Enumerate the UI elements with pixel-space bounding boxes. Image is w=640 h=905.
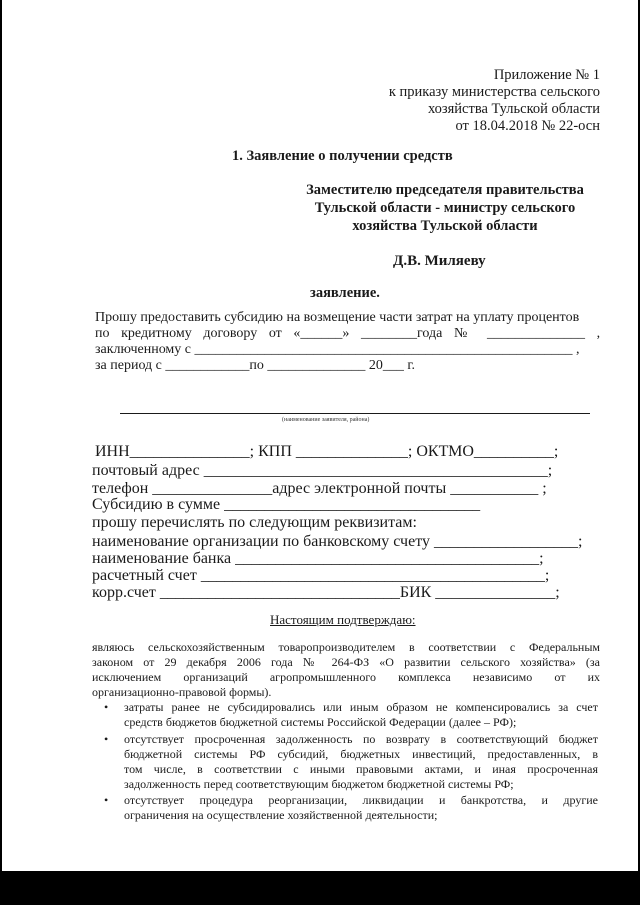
applicant-caption: (наименование заявителя, района) bbox=[282, 417, 370, 423]
paragraph-line: организационно-правовой формы). bbox=[92, 685, 272, 699]
addressee-line-2: Тульской области - министру сельского bbox=[314, 200, 576, 216]
request-line-1: Прошу предоставить субсидию на возмещение части затрат на уплату процентов bbox=[95, 310, 580, 325]
subsidy-amount-field: Субсидию в сумме ________________________________ bbox=[92, 496, 481, 513]
bullet-line: бюджетной системы РФ субсидий, бюджетных инвестиций, предоставленных, в bbox=[124, 747, 598, 761]
bullet-line: отсутствует просроченная задолженность по возврату в соответствующий бюджет bbox=[124, 732, 598, 746]
paragraph-line: законом от 29 декабря 2006 года № 264-ФЗ «О развитии сельского хозяйства» (за bbox=[92, 655, 600, 669]
bank-name-field: наименование банка ______________________________________; bbox=[92, 550, 544, 567]
bullet-line: ограничения на осуществление хозяйственной деятельности; bbox=[124, 808, 438, 822]
bullet-item-2 bbox=[124, 732, 598, 792]
bullet-marker: • bbox=[104, 793, 109, 807]
producer-status-paragraph bbox=[92, 640, 600, 700]
request-line-3: заключенному с ______________________________________________________ , bbox=[95, 342, 580, 357]
bullet-line: том числе, в соответствии с иными правовыми актами, и иная просроченная bbox=[124, 762, 598, 776]
recipient-name: Д.В. Миляеву bbox=[393, 253, 486, 269]
transfer-requisites-label: прошу перечислять по следующим реквизитам: bbox=[92, 514, 417, 531]
bullet-line: отсутствует процедура реорганизации, ликвидации и банкротства, и другие bbox=[124, 793, 598, 807]
paragraph-line: исключением организаций агропромышленного комплекса независимо от их bbox=[92, 670, 600, 684]
section-title: 1. Заявление о получении средств bbox=[232, 148, 453, 164]
request-comma: , bbox=[596, 326, 601, 341]
bullet-marker: • bbox=[104, 700, 109, 714]
request-number-sign: № bbox=[453, 326, 476, 341]
request-word: договору bbox=[203, 326, 258, 341]
request-word: по bbox=[95, 326, 110, 341]
appendix-line-3: хозяйства Тульской области bbox=[427, 101, 600, 117]
scan-edge-bottom bbox=[0, 871, 640, 905]
bullet-line: задолженность перед соответствующим бюджетом бюджетной системы РФ; bbox=[124, 777, 514, 791]
document-title: заявление. bbox=[310, 285, 380, 301]
addressee-block bbox=[290, 181, 600, 235]
organization-name-field: наименование организации по банковскому счету __________________; bbox=[92, 533, 583, 550]
bullet-item-3 bbox=[124, 793, 598, 823]
bullet-line: затраты ранее не субсидировались или иным образом не компенсировались за счет bbox=[124, 700, 598, 714]
correspondent-account-bik-field: корр.счет ______________________________БИК _______________; bbox=[92, 584, 560, 601]
bullet-item-1 bbox=[124, 700, 598, 730]
request-number-blank: ______________ bbox=[487, 326, 585, 341]
request-word: от bbox=[268, 326, 282, 341]
confirmation-heading: Настоящим подтверждаю: bbox=[270, 612, 416, 627]
request-line-4: за период с ____________по ______________ 20___ г. bbox=[95, 358, 416, 373]
appendix-line-2: к приказу министерства сельского bbox=[388, 84, 600, 100]
phone-email-field: телефон _______________адрес электронной почты ___________ ; bbox=[92, 480, 547, 497]
bullet-marker: • bbox=[104, 732, 109, 746]
scan-edge-left bbox=[0, 0, 2, 905]
postal-address-field: почтовый адрес ___________________________________________; bbox=[92, 462, 553, 479]
appendix-line-1: Приложение № 1 bbox=[493, 67, 600, 83]
request-date-year: ________года bbox=[361, 326, 443, 341]
addressee-line-3: хозяйства Тульской области bbox=[352, 218, 538, 234]
request-date-day: «______» bbox=[293, 326, 350, 341]
paragraph-line: являюсь сельскохозяйственным товаропроизводителем в соответствии с Федеральным bbox=[92, 640, 600, 654]
bullet-line: средств бюджетов бюджетной системы Российской Федерации (далее – РФ); bbox=[124, 715, 517, 729]
addressee-line-1: Заместителю председателя правительства bbox=[306, 182, 584, 198]
checking-account-field: расчетный счет ___________________________________________; bbox=[92, 567, 550, 584]
request-line-2 bbox=[95, 326, 600, 342]
inn-kpp-oktmo-field: ИНН_______________; КПП ______________; ОКТМО__________; bbox=[95, 443, 559, 460]
appendix-line-4: от 18.04.2018 № 22-осн bbox=[455, 118, 600, 134]
applicant-line bbox=[120, 413, 590, 414]
request-word: кредитному bbox=[121, 326, 192, 341]
